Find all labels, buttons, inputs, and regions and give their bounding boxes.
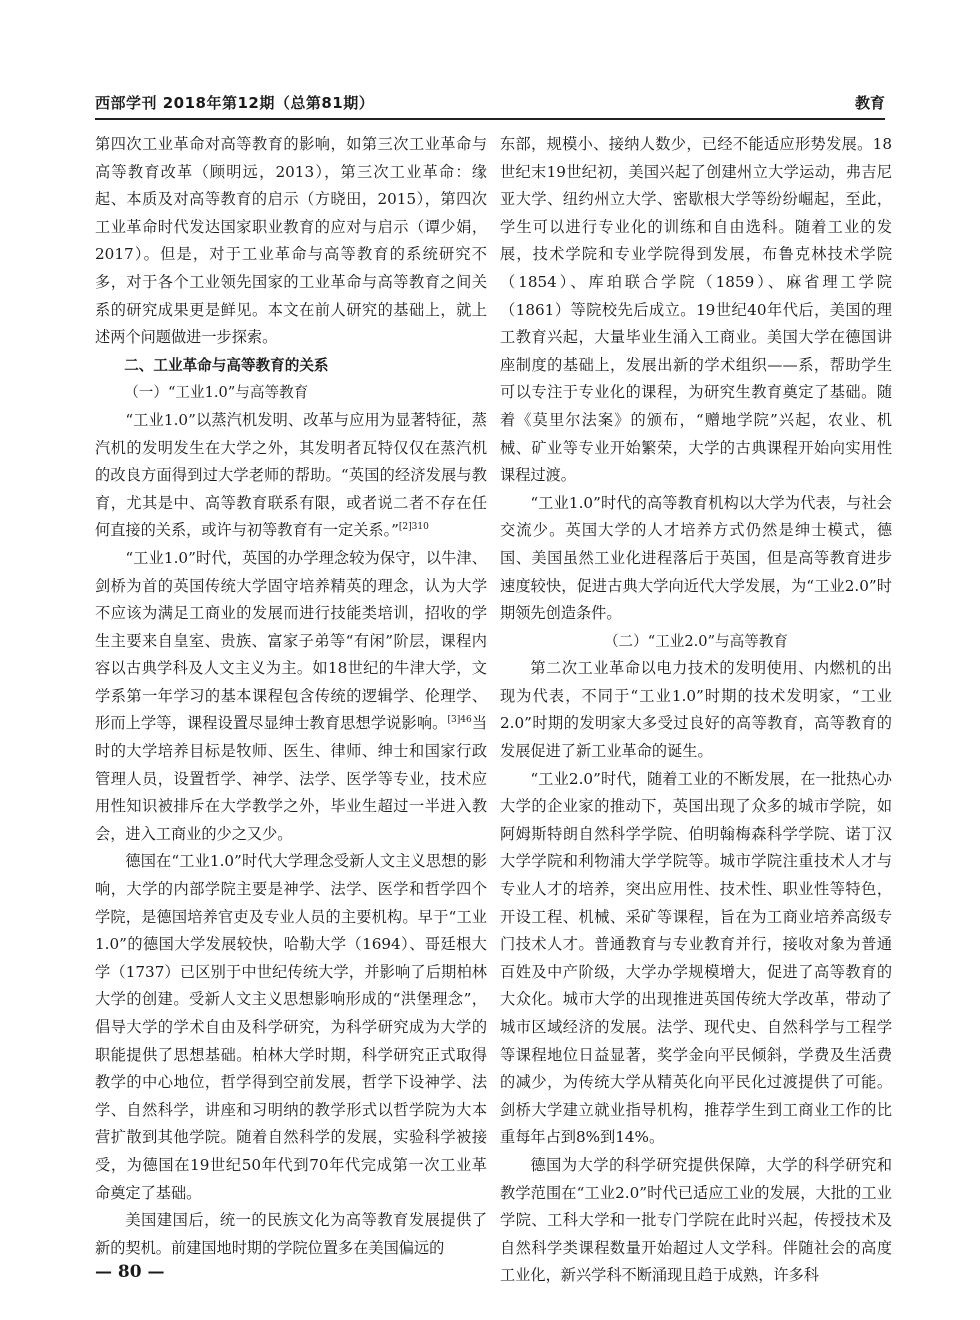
paragraph: “工业1.0”时代的高等教育机构以大学为代表，与社会交流少。英国大学的人才培养方式仍然是绅士模式，德国、美国虽然工业化进程落后于英国，但是高等教育进步速度较快，促进古典大学向近代大学发展，为“工业2.0”时期领先创造条件。	[500, 493, 892, 623]
subsection-heading: （二）“工业2.0”与高等教育	[603, 632, 789, 650]
right-column	[500, 131, 892, 1290]
paragraph: 德国为大学的科学研究提供保障，大学的科学研究和教学范围在“工业2.0”时代已适应工业的发展，大批的工业学院、工科大学和一批专门学院在此时兴起，传授技术及自然科学类课程数量开始超过人文学科。伴随社会的高度工业化，新兴学科不断涌现且趋于成熟，许多科	[500, 1155, 892, 1285]
paragraph: “工业2.0”时代，随着工业的不断发展，在一批热心办大学的企业家的推动下，英国出现了众多的城市学院，如阿姆斯特朗自然科学学院、伯明翰梅森科学学院、诺丁汉大学学院和利物浦大学学院等。城市学院注重技术人才与专业人才的培养，突出应用性、技术性、职业性等特色，开设工程、机械、采矿等课程，旨在为工商业培养高级专门技术人才。普通教育与专业教育并行，接收对象为普通百姓及中产阶级，大学办学规模增大，促进了高等教育的大众化。城市大学的出现推进英国传统大学改革，带动了城市区域经济的发展。法学、现代史、自然科学与工程学等课程地位日益显著，奖学金向平民倾斜，学费及生活费的减少，为传统大学从精英化向平民化过渡提供了可能。剑桥大学建立就业指导机构，推荐学生到工商业工作的比重每年占到8%到14%。	[500, 769, 892, 1147]
left-column	[95, 131, 487, 1262]
paragraph: 第四次工业革命对高等教育的影响，如第三次工业革命与高等教育改革（顾明远，2013），第三次工业革命：缘起、本质及对高等教育的启示（方晓田，2015），第四次工业革命时代发达国家职业教育的应对与启示（谭少娟，2017）。但是，对于工业革命与高等教育的系统研究不多，对于各个工业领先国家的工业革命与高等教育之间关系的研究成果更是鲜见。本文在前人研究的基础上，就上述两个问题做进一步探索。	[95, 135, 487, 347]
citation: [3]46	[447, 715, 472, 726]
paragraph: 第二次工业革命以电力技术的发明使用、内燃机的出现为代表，不同于“工业1.0”时期的技术发明家，“工业2.0”时期的发明家大多受过良好的高等教育，高等教育的发展促进了新工业革命的诞生。	[500, 659, 892, 761]
subsection-heading: （一）“工业1.0”与高等教育	[124, 384, 309, 402]
journal-title: 西部学刊 2018年第12期（总第81期）	[95, 94, 375, 112]
section-heading: 二、工业革命与高等教育的关系	[124, 356, 329, 374]
paragraph: 德国在“工业1.0”时代大学理念受新人文主义思想的影响，大学的内部学院主要是神学、法学、医学和哲学四个学院，是德国培养官吏及专业人员的主要机构。早于“工业1.0”的德国大学发展较快，哈勒大学（1694）、哥廷根大学（1737）已区别于中世纪传统大学，并影响了后期柏林大学的创建。受新人文主义思想影响形成的“洪堡理念”，倡导大学的学术自由及科学研究，为科学研究成为大学的职能提供了思想基础。柏林大学时期，科学研究正式取得教学的中心地位，哲学得到空前发展，哲学下设神学、法学、自然科学，讲座和习明纳的教学形式以哲学院为大本营扩散到其他学院。随着自然科学的发展，实验科学被接受，为德国在19世纪50年代到70年代完成第一次工业革命奠定了基础。	[95, 852, 487, 1202]
paragraph: 东部，规模小、接纳人数少，已经不能适应形势发展。18世纪末19世纪初，美国兴起了创建州立大学运动，弗吉尼亚大学、纽约州立大学、密歇根大学等纷纷崛起，至此，学生可以进行专业化的训练和自由选科。随着工业的发展，技术学院和专业学院得到发展，布鲁克林技术学院（1854）、库珀联合学院（1859）、麻省理工学院（1861）等院校先后成立。19世纪40年代后，美国的理工教育兴起，大量毕业生涌入工商业。美国大学在德国讲座制度的基础上，发展出新的学术组织——系，帮助学生可以专注于专业化的课程，为研究生教育奠定了基础。随着《莫里尔法案》的颁布，“赠地学院”兴起，农业、机械、矿业等专业开始繁荣，大学的古典课程开始向实用性课程过渡。	[500, 135, 892, 485]
section-label: 教育	[854, 94, 885, 112]
citation: [2]310	[398, 522, 429, 533]
paragraph: “工业1.0”以蒸汽机发明、改革与应用为显著特征，蒸汽机的发明发生在大学之外，其发明者瓦特仅仅在蒸汽机的改良方面得到过大学老师的帮助。“英国的经济发展与教育，尤其是中、高等教育联系有限，或者说二者不存在任何直接的关系，或许与初等教育有一定关系。”$^{[2]310}$	[95, 410, 487, 540]
paragraph: 美国建国后，统一的民族文化为高等教育发展提供了新的契机。前建国地时期的学院位置多在美国偏远的	[95, 1211, 487, 1257]
page-number: — 80 —	[95, 1262, 165, 1282]
running-header	[95, 88, 885, 120]
paragraph: “工业1.0”时代，英国的办学理念较为保守，以牛津、剑桥为首的英国传统大学固守培养精英的理念，认为大学不应该为满足工商业的发展而进行技能类培训，招收的学生主要来自皇室、贵族、富家子弟等“有闲”阶层，课程内容以古典学科及人文主义为主。如18世纪的牛津大学，文学系第一年学习的基本课程包含传统的逻辑学、伦理学、形而上学等，课程设置尽显绅士教育思想学说影响。$^{[3]46}$当时的大学培养目标是牧师、医生、律师、绅士和国家行政管理人员，设置哲学、神学、法学、医学等专业，技术应用性知识被排斥在大学教学之外，毕业生超过一半进入教会，进入工商业的少之又少。	[95, 548, 488, 843]
